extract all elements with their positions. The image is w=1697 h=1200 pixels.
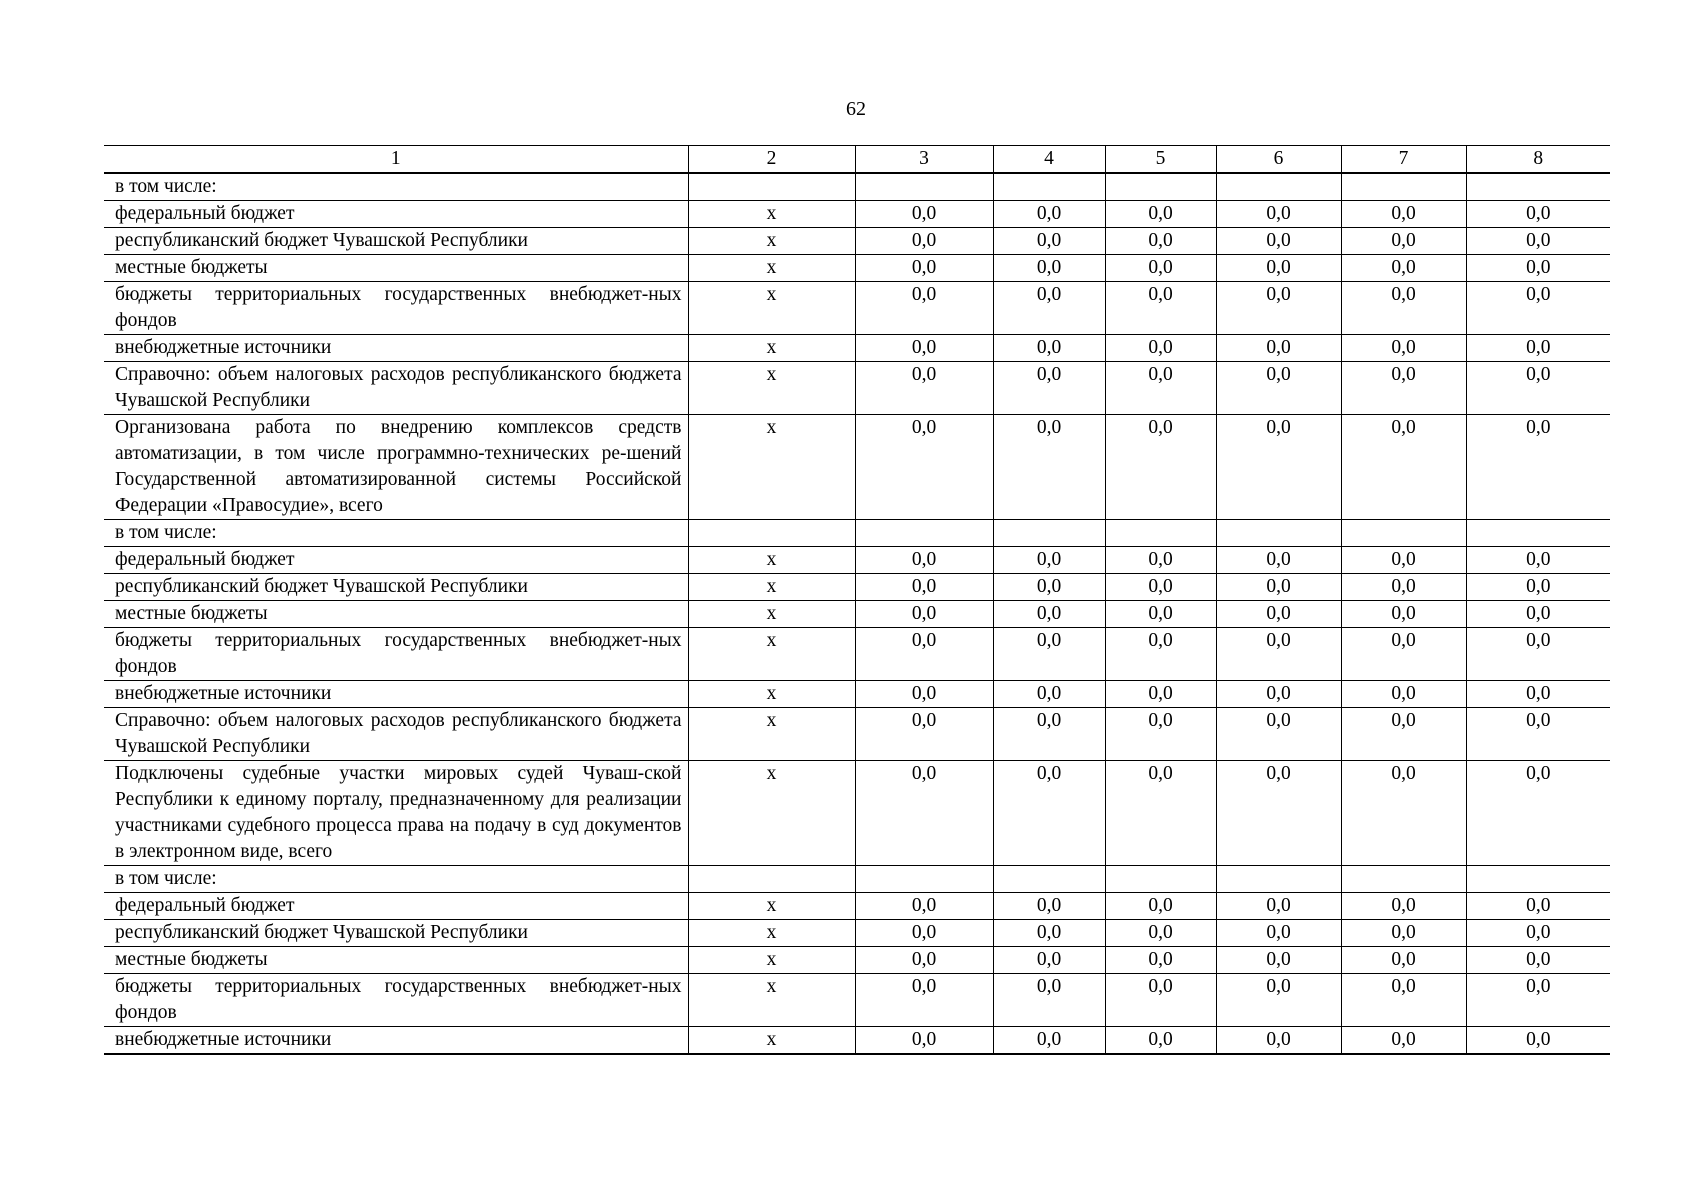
row-value-col-8: 0,0	[1466, 547, 1610, 574]
row-value-col-6: 0,0	[1216, 628, 1341, 681]
row-value-col-3: 0,0	[855, 547, 993, 574]
page-number: 62	[846, 98, 866, 120]
row-value-col-3: 0,0	[855, 255, 993, 282]
table-row	[104, 920, 1610, 947]
row-value-col-4	[993, 173, 1105, 201]
row-value-col-7: 0,0	[1341, 974, 1466, 1027]
row-value-col-2: х	[688, 761, 855, 866]
row-value-col-8: 0,0	[1466, 201, 1610, 228]
row-value-col-8	[1466, 173, 1610, 201]
row-value-col-7: 0,0	[1341, 362, 1466, 415]
row-value-col-8: 0,0	[1466, 335, 1610, 362]
row-value-col-5: 0,0	[1105, 362, 1216, 415]
row-value-col-6: 0,0	[1216, 974, 1341, 1027]
row-value-col-4: 0,0	[993, 228, 1105, 255]
row-value-col-3: 0,0	[855, 335, 993, 362]
table-row	[104, 681, 1610, 708]
row-value-col-7: 0,0	[1341, 547, 1466, 574]
row-value-col-6: 0,0	[1216, 201, 1341, 228]
row-value-col-6: 0,0	[1216, 1027, 1341, 1055]
row-value-col-2	[688, 520, 855, 547]
row-value-col-3	[855, 866, 993, 893]
row-value-col-8: 0,0	[1466, 681, 1610, 708]
row-value-col-3: 0,0	[855, 628, 993, 681]
row-value-col-8: 0,0	[1466, 282, 1610, 335]
table-row	[104, 574, 1610, 601]
row-value-col-6: 0,0	[1216, 547, 1341, 574]
row-value-col-5: 0,0	[1105, 1027, 1216, 1055]
table-row	[104, 974, 1610, 1027]
row-value-col-7: 0,0	[1341, 681, 1466, 708]
row-value-col-3: 0,0	[855, 601, 993, 628]
row-description: внебюджетные источники	[104, 681, 688, 708]
row-value-col-2	[688, 866, 855, 893]
column-header-8: 8	[1466, 146, 1610, 174]
table-row	[104, 335, 1610, 362]
row-value-col-6	[1216, 173, 1341, 201]
row-value-col-6: 0,0	[1216, 415, 1341, 520]
row-value-col-4: 0,0	[993, 920, 1105, 947]
row-description: бюджеты территориальных государственных внебюджет-ных фондов	[104, 628, 688, 681]
row-value-col-6	[1216, 866, 1341, 893]
row-value-col-4: 0,0	[993, 574, 1105, 601]
row-value-col-7: 0,0	[1341, 920, 1466, 947]
column-header-4: 4	[993, 146, 1105, 174]
row-value-col-2: х	[688, 1027, 855, 1055]
row-value-col-7: 0,0	[1341, 1027, 1466, 1055]
row-value-col-8: 0,0	[1466, 601, 1610, 628]
row-value-col-7: 0,0	[1341, 893, 1466, 920]
row-value-col-5	[1105, 173, 1216, 201]
row-value-col-3: 0,0	[855, 201, 993, 228]
row-value-col-7: 0,0	[1341, 601, 1466, 628]
row-value-col-5: 0,0	[1105, 255, 1216, 282]
row-description: республиканский бюджет Чувашской Республики	[104, 920, 688, 947]
row-value-col-4	[993, 520, 1105, 547]
row-value-col-4: 0,0	[993, 255, 1105, 282]
row-value-col-6: 0,0	[1216, 601, 1341, 628]
row-value-col-2: х	[688, 362, 855, 415]
row-description: бюджеты территориальных государственных внебюджет-ных фондов	[104, 974, 688, 1027]
row-description: в том числе:	[104, 520, 688, 547]
row-description: в том числе:	[104, 866, 688, 893]
row-value-col-2: х	[688, 974, 855, 1027]
row-value-col-4: 0,0	[993, 1027, 1105, 1055]
row-value-col-2: х	[688, 681, 855, 708]
column-header-3: 3	[855, 146, 993, 174]
row-value-col-5: 0,0	[1105, 974, 1216, 1027]
row-value-col-6: 0,0	[1216, 255, 1341, 282]
row-value-col-5: 0,0	[1105, 282, 1216, 335]
table-row	[104, 947, 1610, 974]
row-value-col-6: 0,0	[1216, 708, 1341, 761]
row-value-col-3	[855, 520, 993, 547]
row-value-col-3: 0,0	[855, 681, 993, 708]
row-value-col-3: 0,0	[855, 282, 993, 335]
row-value-col-3: 0,0	[855, 974, 993, 1027]
row-value-col-8	[1466, 866, 1610, 893]
row-value-col-6: 0,0	[1216, 282, 1341, 335]
row-value-col-3: 0,0	[855, 362, 993, 415]
row-value-col-6: 0,0	[1216, 362, 1341, 415]
row-value-col-5: 0,0	[1105, 228, 1216, 255]
row-value-col-2	[688, 173, 855, 201]
row-value-col-6: 0,0	[1216, 920, 1341, 947]
row-value-col-7: 0,0	[1341, 282, 1466, 335]
row-value-col-8: 0,0	[1466, 228, 1610, 255]
table-header	[104, 146, 1610, 174]
row-value-col-4: 0,0	[993, 282, 1105, 335]
row-value-col-2: х	[688, 415, 855, 520]
table-row	[104, 547, 1610, 574]
row-value-col-4	[993, 866, 1105, 893]
table-row	[104, 893, 1610, 920]
row-value-col-5: 0,0	[1105, 628, 1216, 681]
row-value-col-2: х	[688, 228, 855, 255]
table-row	[104, 601, 1610, 628]
column-header-5: 5	[1105, 146, 1216, 174]
row-value-col-4: 0,0	[993, 681, 1105, 708]
table-row	[104, 282, 1610, 335]
row-description: местные бюджеты	[104, 947, 688, 974]
row-value-col-4: 0,0	[993, 628, 1105, 681]
row-value-col-6: 0,0	[1216, 335, 1341, 362]
row-value-col-3: 0,0	[855, 574, 993, 601]
row-value-col-7: 0,0	[1341, 628, 1466, 681]
column-header-1: 1	[104, 146, 688, 174]
row-value-col-3: 0,0	[855, 1027, 993, 1055]
table-row	[104, 415, 1610, 520]
row-description: федеральный бюджет	[104, 201, 688, 228]
row-value-col-3: 0,0	[855, 920, 993, 947]
row-value-col-5: 0,0	[1105, 920, 1216, 947]
row-value-col-6: 0,0	[1216, 761, 1341, 866]
table-row	[104, 520, 1610, 547]
row-value-col-8: 0,0	[1466, 255, 1610, 282]
row-value-col-4: 0,0	[993, 708, 1105, 761]
row-description: Справочно: объем налоговых расходов республиканского бюджета Чувашской Республики	[104, 708, 688, 761]
table-row	[104, 201, 1610, 228]
row-value-col-6: 0,0	[1216, 681, 1341, 708]
row-value-col-2: х	[688, 893, 855, 920]
row-value-col-5: 0,0	[1105, 335, 1216, 362]
row-value-col-7: 0,0	[1341, 415, 1466, 520]
row-value-col-8: 0,0	[1466, 362, 1610, 415]
row-value-col-8: 0,0	[1466, 708, 1610, 761]
row-value-col-3: 0,0	[855, 228, 993, 255]
row-value-col-5: 0,0	[1105, 415, 1216, 520]
row-description: местные бюджеты	[104, 255, 688, 282]
row-value-col-4: 0,0	[993, 415, 1105, 520]
row-value-col-7	[1341, 866, 1466, 893]
table-row	[104, 761, 1610, 866]
row-value-col-4: 0,0	[993, 601, 1105, 628]
row-value-col-5: 0,0	[1105, 547, 1216, 574]
row-value-col-6: 0,0	[1216, 228, 1341, 255]
row-value-col-7: 0,0	[1341, 761, 1466, 866]
row-description: федеральный бюджет	[104, 893, 688, 920]
row-description: республиканский бюджет Чувашской Республики	[104, 228, 688, 255]
row-value-col-5: 0,0	[1105, 601, 1216, 628]
row-value-col-3: 0,0	[855, 415, 993, 520]
table-row	[104, 255, 1610, 282]
row-value-col-4: 0,0	[993, 362, 1105, 415]
row-description: республиканский бюджет Чувашской Республики	[104, 574, 688, 601]
row-value-col-5: 0,0	[1105, 574, 1216, 601]
row-value-col-8: 0,0	[1466, 761, 1610, 866]
row-value-col-2: х	[688, 947, 855, 974]
row-value-col-8: 0,0	[1466, 574, 1610, 601]
row-value-col-5: 0,0	[1105, 893, 1216, 920]
row-value-col-3	[855, 173, 993, 201]
row-value-col-7: 0,0	[1341, 335, 1466, 362]
row-value-col-5: 0,0	[1105, 947, 1216, 974]
row-value-col-7: 0,0	[1341, 708, 1466, 761]
column-number-row	[104, 146, 1610, 174]
row-description: федеральный бюджет	[104, 547, 688, 574]
row-value-col-2: х	[688, 255, 855, 282]
row-value-col-6: 0,0	[1216, 893, 1341, 920]
row-value-col-6	[1216, 520, 1341, 547]
row-description: Организована работа по внедрению комплексов средств автоматизации, в том числе программно-технических ре-шений Государственной автоматизированной системы Российской Федерации «Правосудие», всего	[104, 415, 688, 520]
table-row	[104, 628, 1610, 681]
table-body	[104, 173, 1610, 1054]
row-description: в том числе:	[104, 173, 688, 201]
row-value-col-6: 0,0	[1216, 947, 1341, 974]
row-value-col-5: 0,0	[1105, 761, 1216, 866]
row-value-col-2: х	[688, 601, 855, 628]
row-value-col-8: 0,0	[1466, 893, 1610, 920]
row-value-col-2: х	[688, 282, 855, 335]
row-value-col-5: 0,0	[1105, 201, 1216, 228]
row-value-col-4: 0,0	[993, 893, 1105, 920]
row-value-col-4: 0,0	[993, 974, 1105, 1027]
table-row	[104, 1027, 1610, 1055]
row-value-col-7: 0,0	[1341, 201, 1466, 228]
row-value-col-7: 0,0	[1341, 255, 1466, 282]
row-description: Подключены судебные участки мировых судей Чуваш-ской Республики к единому порталу, предназначенному для реализации участниками судебного процесса права на подачу в суд документов в электронном виде, всего	[104, 761, 688, 866]
row-value-col-3: 0,0	[855, 708, 993, 761]
row-value-col-3: 0,0	[855, 893, 993, 920]
row-description: внебюджетные источники	[104, 335, 688, 362]
column-header-6: 6	[1216, 146, 1341, 174]
row-value-col-8: 0,0	[1466, 947, 1610, 974]
row-value-col-8: 0,0	[1466, 628, 1610, 681]
row-value-col-7: 0,0	[1341, 947, 1466, 974]
row-value-col-4: 0,0	[993, 947, 1105, 974]
row-description: Справочно: объем налоговых расходов республиканского бюджета Чувашской Республики	[104, 362, 688, 415]
row-value-col-7: 0,0	[1341, 228, 1466, 255]
row-value-col-2: х	[688, 574, 855, 601]
row-value-col-2: х	[688, 708, 855, 761]
row-value-col-7	[1341, 520, 1466, 547]
table-row	[104, 708, 1610, 761]
row-value-col-8: 0,0	[1466, 920, 1610, 947]
row-value-col-8: 0,0	[1466, 415, 1610, 520]
row-value-col-4: 0,0	[993, 201, 1105, 228]
row-value-col-5: 0,0	[1105, 681, 1216, 708]
row-description: местные бюджеты	[104, 601, 688, 628]
row-value-col-7	[1341, 173, 1466, 201]
row-value-col-4: 0,0	[993, 335, 1105, 362]
row-value-col-4: 0,0	[993, 547, 1105, 574]
row-value-col-4: 0,0	[993, 761, 1105, 866]
row-value-col-6: 0,0	[1216, 574, 1341, 601]
column-header-2: 2	[688, 146, 855, 174]
row-value-col-8: 0,0	[1466, 1027, 1610, 1055]
row-value-col-5: 0,0	[1105, 708, 1216, 761]
table-row	[104, 228, 1610, 255]
budget-table	[104, 145, 1610, 1055]
row-value-col-5	[1105, 520, 1216, 547]
row-value-col-2: х	[688, 628, 855, 681]
table-row	[104, 173, 1610, 201]
row-value-col-7: 0,0	[1341, 574, 1466, 601]
row-description: бюджеты территориальных государственных внебюджет-ных фондов	[104, 282, 688, 335]
row-description: внебюджетные источники	[104, 1027, 688, 1055]
table-row	[104, 362, 1610, 415]
row-value-col-2: х	[688, 201, 855, 228]
row-value-col-2: х	[688, 920, 855, 947]
row-value-col-8	[1466, 520, 1610, 547]
table-row	[104, 866, 1610, 893]
row-value-col-3: 0,0	[855, 761, 993, 866]
row-value-col-3: 0,0	[855, 947, 993, 974]
row-value-col-5	[1105, 866, 1216, 893]
row-value-col-8: 0,0	[1466, 974, 1610, 1027]
row-value-col-2: х	[688, 335, 855, 362]
column-header-7: 7	[1341, 146, 1466, 174]
row-value-col-2: х	[688, 547, 855, 574]
